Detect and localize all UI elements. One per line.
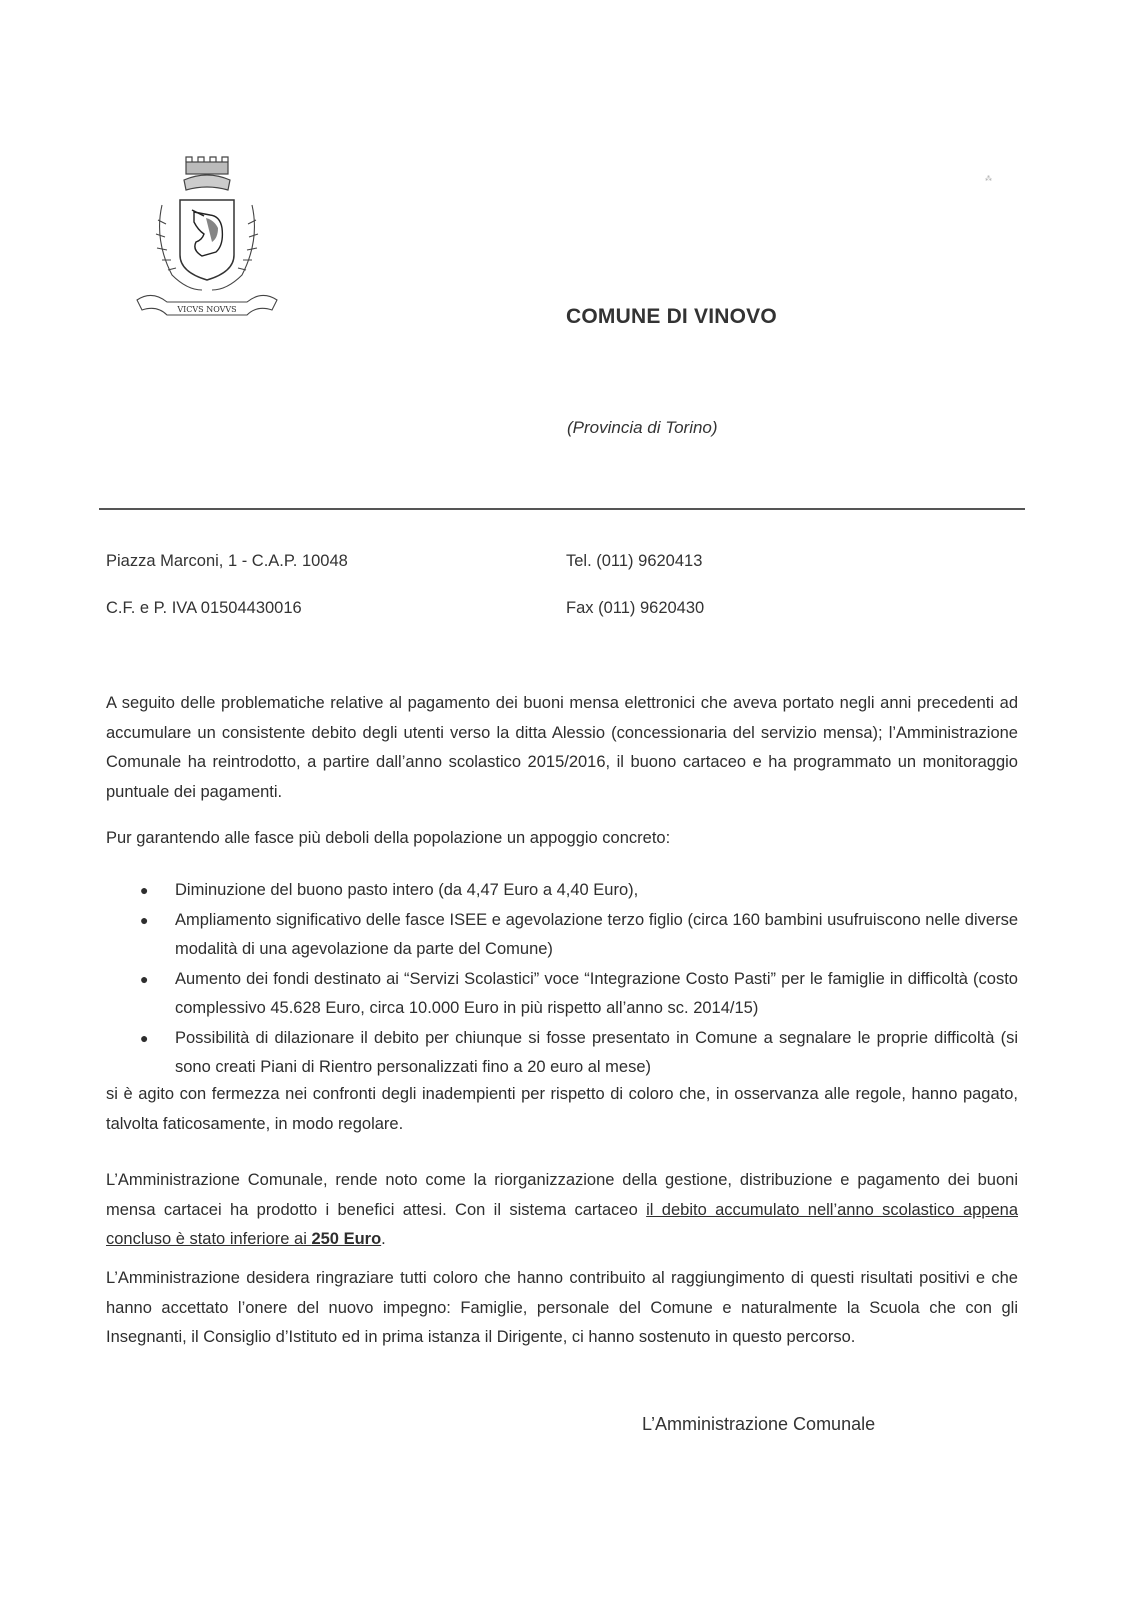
phone-number: Tel. (011) 9620413 — [566, 552, 703, 570]
result-paragraph — [106, 1166, 1018, 1255]
debt-amount: 250 Euro — [311, 1230, 382, 1248]
fax-number: Fax (011) 9620430 — [566, 599, 705, 617]
list-item-text: Aumento dei fondi destinato ai “Servizi Scolastici” voce “Integrazione Costo Pasti” per le famiglie in difficoltà (costo complessivo 45.628 Euro, circa 10.000 Euro in più rispetto all’anno sc. 2014/15) — [175, 969, 1018, 1017]
list-item-text: Possibilità di dilazionare il debito per chiunque si fosse presentato in Comune a segnalare le proprie difficoltà (si sono creati Piani di Rientro personalizzati fino a 20 euro al mese) — [175, 1028, 1018, 1076]
header-divider — [99, 508, 1025, 510]
address: Piazza Marconi, 1 - C.A.P. 10048 — [106, 552, 348, 570]
thanks-text: L’Amministrazione desidera ringraziare tutti coloro che hanno contribuito al raggiungimento di questi risultati positivi e che hanno accettato l’onere del nuovo impegno: Famiglie, personale del Comune e naturalmente la Scuola che con gli Insegnanti, il Consiglio d’Istituto ed in prima istanza il Dirigente, ci hanno sostenuto in questo percorso. — [106, 1269, 1018, 1346]
coat-of-arms-icon — [132, 150, 282, 330]
enforcement-paragraph — [106, 1080, 1018, 1139]
thanks-paragraph — [106, 1264, 1018, 1353]
list-item — [106, 965, 1018, 1024]
support-measures-list — [106, 876, 1018, 1083]
intro-text: A seguito delle problematiche relative al pagamento dei buoni mensa elettronici che aveva portato negli anni precedenti ad accumulare un consistente debito degli utenti verso la ditta Alessio (concessionaria del servizio mensa); l’Amministrazione Comunale ha reintrodotto, a partire dall’anno scolastico 2015/2016, il buono cartaceo e ha programmato un monitoraggio puntuale dei pagamenti. — [106, 694, 1018, 801]
enforcement-text: si è agito con fermezza nei confronti degli inadempienti per rispetto di coloro che, in osservanza alle regole, hanno pagato, talvolta faticosamente, in modo regolare. — [106, 1085, 1018, 1133]
list-item-text: Ampliamento significativo delle fasce ISEE e agevolazione terzo figlio (circa 160 bambini usufruiscono nelle diverse modalità di una agevolazione da parte del Comune) — [175, 910, 1018, 958]
list-item — [106, 876, 1018, 906]
result-text-lead: L’Amministrazione Comunale, rende noto come la riorganizzazione della gestione, distribuzione e pagamento dei buoni mensa cartacei ha prodotto i benefici attesi. Con il sistema cartaceo — [106, 1171, 1018, 1219]
bullet-icon: ● — [140, 911, 149, 928]
bullet-icon: ● — [140, 1029, 149, 1046]
result-text — [106, 1166, 1018, 1255]
crest-motto: VICVS NOVVS — [177, 305, 237, 314]
province-subtitle: (Provincia di Torino) — [567, 418, 718, 437]
list-item — [106, 1024, 1018, 1083]
bullet-icon: ● — [140, 882, 149, 898]
municipality-title: COMUNE DI VINOVO — [566, 305, 777, 328]
bullet-icon: ● — [140, 970, 149, 987]
list-item-text: Diminuzione del buono pasto intero (da 4,47 Euro a 4,40 Euro), — [175, 881, 639, 899]
intro-paragraph — [106, 689, 1018, 807]
tax-id: C.F. e P. IVA 01504430016 — [106, 599, 302, 617]
list-intro-text: Pur garantendo alle fasce più deboli della popolazione un appoggio concreto: — [106, 829, 671, 847]
list-item — [106, 906, 1018, 965]
signature: L’Amministrazione Comunale — [642, 1414, 876, 1434]
result-underlined-text: il debito accumulato nell’anno scolastico appena concluso è stato inferiore ai — [106, 1200, 1018, 1248]
scan-mark: ⁂ — [985, 176, 992, 183]
result-text-end: . — [381, 1230, 386, 1248]
list-intro-paragraph — [106, 824, 1018, 854]
